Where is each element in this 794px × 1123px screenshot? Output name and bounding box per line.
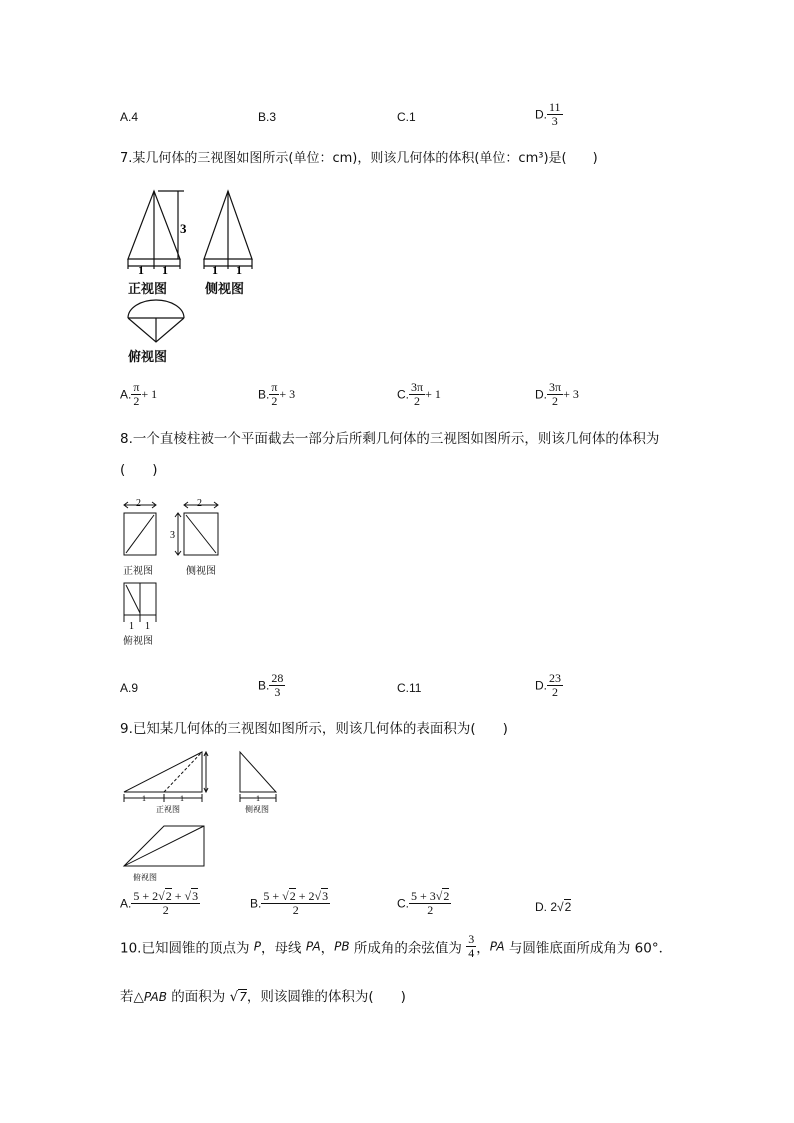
q8-option-d: D. $\frac{23}{2}$ bbox=[535, 671, 561, 699]
q7-option-b: B. $\frac{\pi}{2}$ + 3 bbox=[258, 380, 296, 408]
q7-dim-height: 3 bbox=[180, 221, 187, 236]
q9-option-c: C. $\frac{5 + 3√2}{2}$ bbox=[397, 889, 450, 917]
q8-option-c: C.11 bbox=[397, 681, 422, 695]
q9-front-label: 正视图 bbox=[156, 805, 180, 814]
q8-side-dim-height: 3 bbox=[170, 530, 175, 541]
q7-option-d: D. $\frac{3\pi}{2}$ + 3 bbox=[535, 380, 579, 408]
q9-front-dim-right: 1 bbox=[180, 794, 184, 803]
q9-top-view-figure bbox=[120, 820, 210, 870]
q9-top-label: 俯视图 bbox=[133, 873, 157, 882]
q7-side-label: 侧视图 bbox=[205, 282, 245, 297]
q9-option-b: B. $\frac{5 + √2 + 2√3}{2}$ bbox=[250, 889, 329, 917]
q9-side-view-figure bbox=[232, 748, 282, 804]
q10-stem-line2: 若△PAB 的面积为 √7，则该圆锥的体积为( ) bbox=[120, 989, 406, 1005]
q8-top-label: 俯视图 bbox=[123, 636, 153, 647]
q7-option-c: C. $\frac{3\pi}{2}$ + 1 bbox=[397, 380, 441, 408]
q8-top-dim-right: 1 bbox=[145, 621, 150, 630]
q7-front-view-figure bbox=[118, 185, 196, 275]
q6-option-d: D. $\frac{11}{3}$ bbox=[535, 100, 561, 128]
q8-side-dim-width: 2 bbox=[197, 498, 202, 509]
q6-option-b: B.3 bbox=[258, 110, 277, 124]
q8-option-b: B. $\frac{28}{3}$ bbox=[258, 671, 284, 699]
q8-stem-line1: 8.一个直棱柱被一个平面截去一部分后所剩几何体的三视图如图所示，则该几何体的体积为 bbox=[120, 431, 660, 447]
q7-side-dim-right: 1 bbox=[236, 263, 242, 275]
q7-top-view-figure bbox=[125, 298, 187, 346]
q9-front-view-figure bbox=[120, 748, 212, 804]
q7-front-label: 正视图 bbox=[128, 282, 168, 297]
q7-side-dim-left: 1 bbox=[212, 263, 218, 275]
q8-side-label: 侧视图 bbox=[186, 566, 216, 577]
q8-top-view-figure bbox=[118, 580, 164, 630]
q6-option-c: C.1 bbox=[397, 110, 416, 124]
q8-front-view-figure bbox=[118, 497, 164, 559]
q6-option-a: A.4 bbox=[120, 110, 139, 124]
q9-side-dim: 1 bbox=[256, 794, 260, 803]
q8-stem-line2: ( ) bbox=[120, 462, 158, 478]
q7-top-label: 俯视图 bbox=[128, 350, 168, 365]
q10-stem-line1: 10.已知圆锥的顶点为 P，母线 PA，PB 所成角的余弦值为 $\frac{3}{4}$ ，PA 与圆锥底面所成角为 60°． bbox=[120, 932, 673, 960]
q8-front-label: 正视图 bbox=[123, 566, 153, 577]
q9-option-a: A. $\frac{5 + 2√2 + √3}{2}$ bbox=[120, 889, 199, 917]
q8-side-view-figure bbox=[168, 497, 224, 559]
q7-side-view-figure bbox=[198, 185, 258, 275]
q7-stem: 7.某几何体的三视图如图所示(单位：cm)，则该几何体的体积(单位：cm³)是( ) bbox=[120, 151, 598, 166]
q9-side-label: 侧视图 bbox=[245, 805, 269, 814]
q7-dim-right: 1 bbox=[162, 263, 168, 275]
q7-dim-left: 1 bbox=[138, 263, 144, 275]
q9-front-dim-left: 1 bbox=[142, 794, 146, 803]
q9-stem: 9.已知某几何体的三视图如图所示，则该几何体的表面积为( ) bbox=[120, 721, 508, 737]
q8-option-a: A.9 bbox=[120, 681, 139, 695]
q8-top-dim-left: 1 bbox=[129, 621, 134, 630]
q9-option-d: D. 2√2 bbox=[535, 900, 572, 914]
q8-front-dim: 2 bbox=[136, 498, 141, 509]
q7-option-a: A. $\frac{\pi}{2}$ + 1 bbox=[120, 380, 158, 408]
